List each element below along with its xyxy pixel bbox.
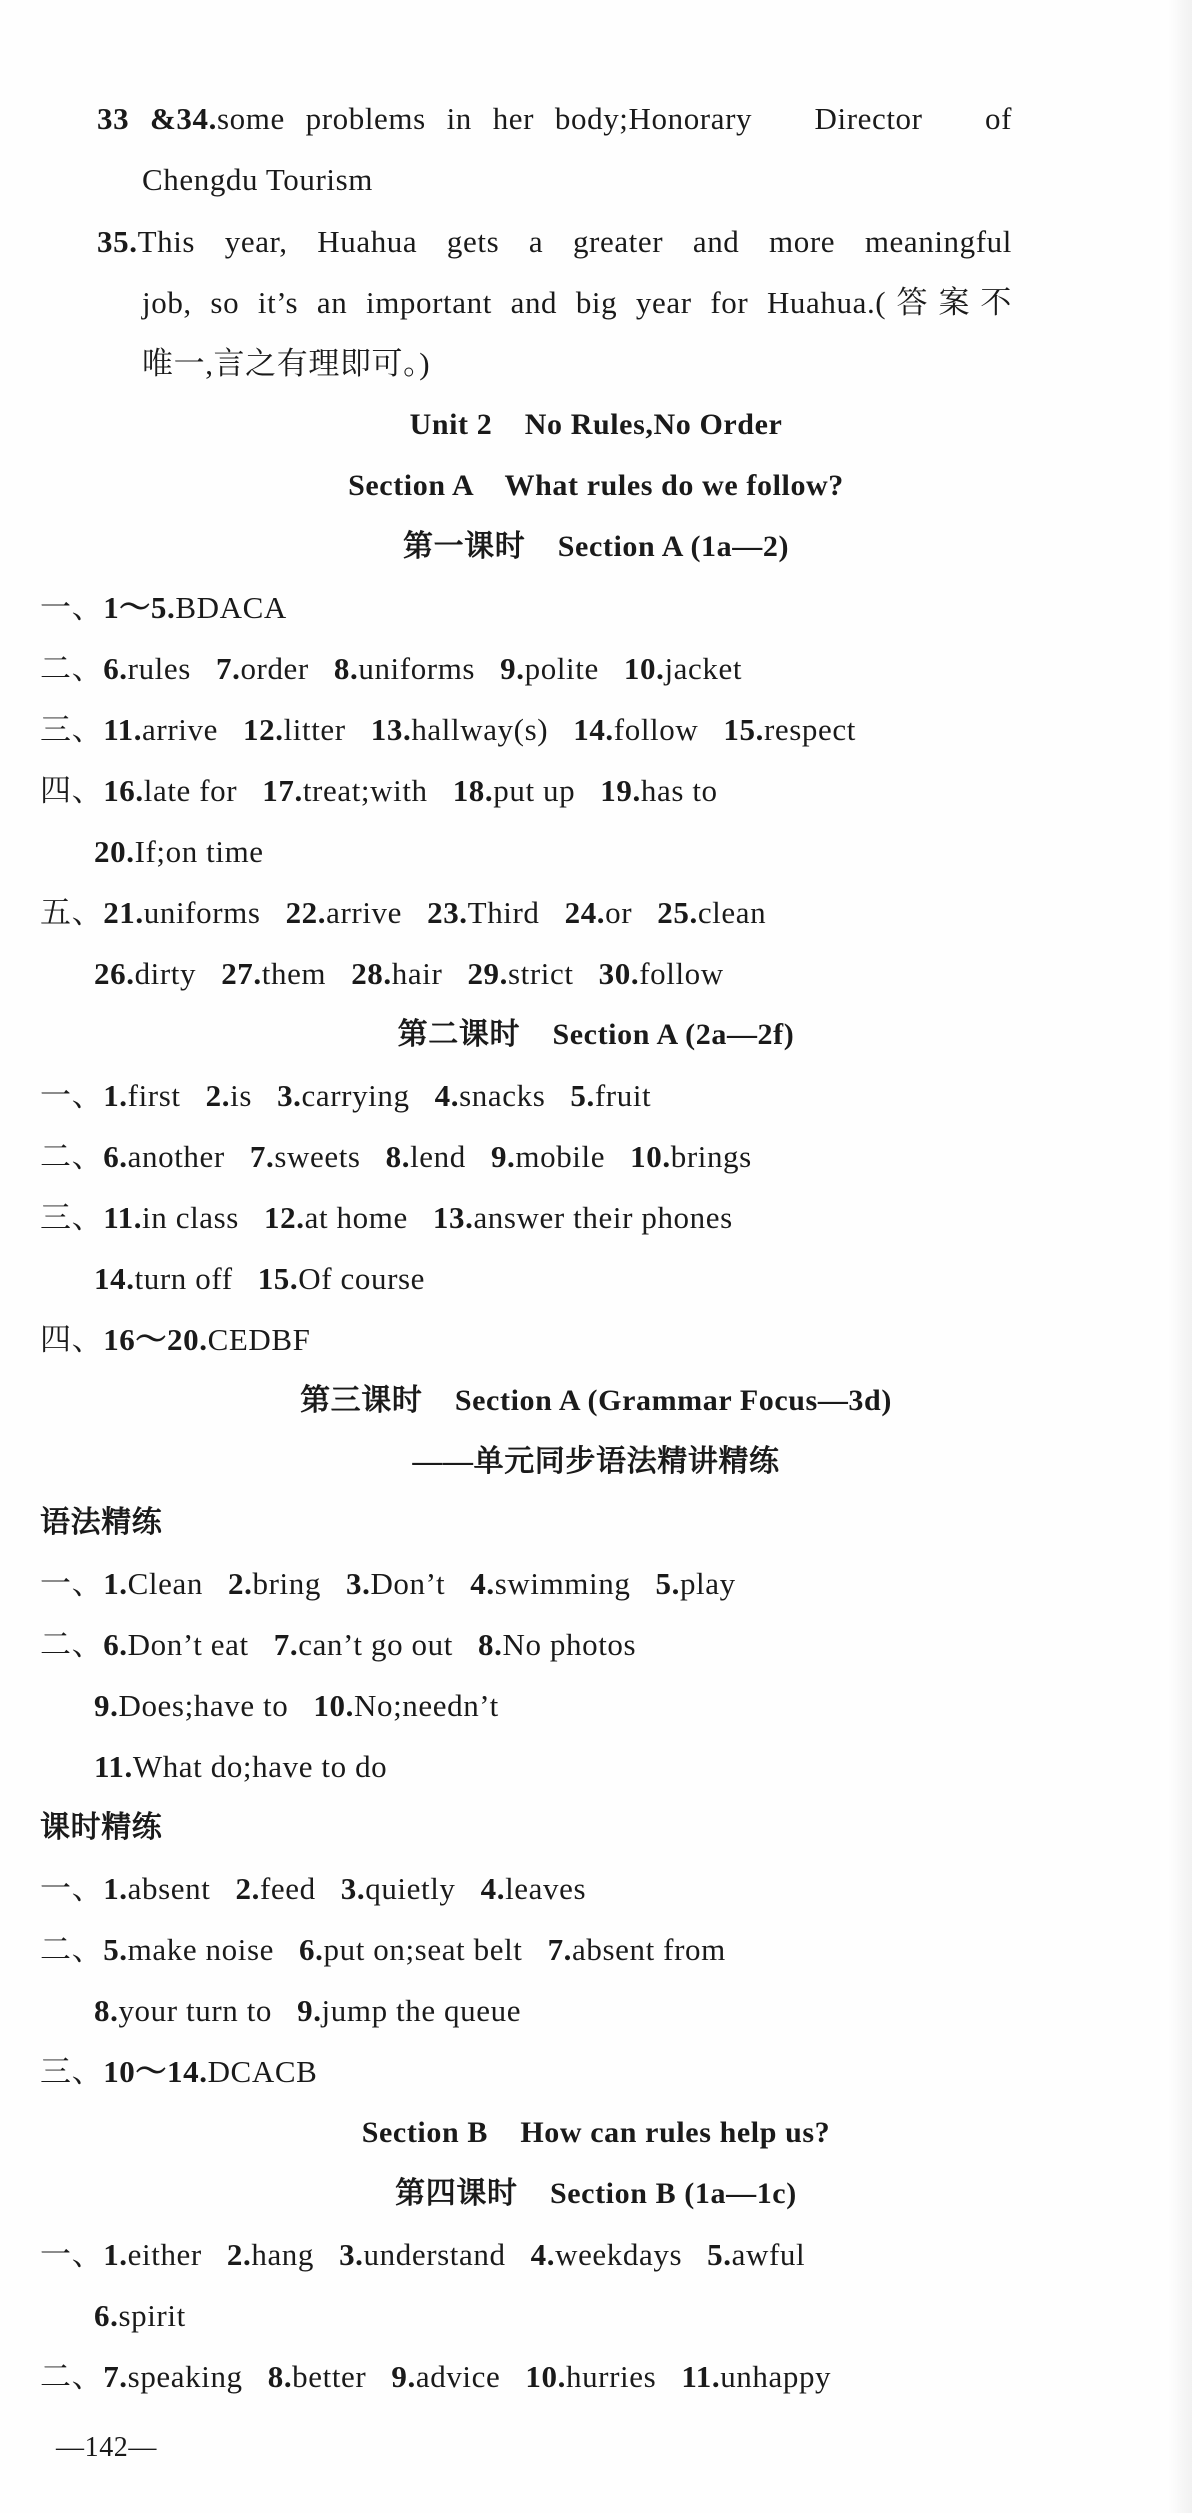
grammar-part2-cont-2: 11.What do;have to do [94,1749,388,1784]
lesson1-part1: 一、1～5.BDACA [40,590,287,625]
lesson-1-title: 第一课时 Section A (1a—2) [402,530,790,563]
lesson2-part3-cont: 14.turn off 15.Of course [94,1261,426,1296]
lesson2-part4: 四、16～20.CEDBF [40,1322,311,1357]
lesson-4-title: 第四课时 Section B (1a—1c) [395,2177,797,2210]
grammar-part2-cont-1: 9.Does;have to 10.No;needn’t [94,1688,499,1723]
grammar-part1: 一、1.Clean 2.bring 3.Don’t 4.swimming 5.play [40,1566,736,1601]
practice-part1: 一、1.absent 2.feed 3.quietly 4.leaves [40,1871,587,1906]
lesson4-part1-cont: 6.spirit [94,2298,186,2333]
lesson-3-subtitle: ——单元同步语法精讲精练 [412,1445,780,1478]
practice-part3: 三、10～14.DCACB [40,2054,318,2089]
lesson-3-title: 第三课时 Section A (Grammar Focus—3d) [300,1384,892,1417]
section-a-title: Section A What rules do we follow? [348,469,844,502]
lesson1-part4: 四、16.late for 17.treat;with 18.put up 19.has to [40,773,718,808]
answer-line-35-cont-2: 唯一,言之有理即可。) [142,346,431,381]
unit-title: Unit 2 No Rules,No Order [409,408,783,441]
section-b-title: Section B How can rules help us? [361,2116,831,2149]
grammar-part2: 二、6.Don’t eat 7.can’t go out 8.No photos [40,1627,637,1662]
lesson-2-title: 第二课时 Section A (2a—2f) [397,1018,795,1051]
answer-line-33-34: 33 &34.some problems in her body;Honorary Director of [97,101,1012,136]
lesson4-part2: 二、7.speaking 8.better 9.advice 10.hurries 11.unhappy [40,2359,832,2394]
answer-line-35-cont-1: job, so it’s an important and big year for Huahua.(答案不 [142,285,1012,320]
practice-part2: 二、5.make noise 6.put on;seat belt 7.absent from [40,1932,726,1967]
answer-line-33-34-cont: Chengdu Tourism [142,162,374,197]
lesson-practice-heading: 课时精练 [40,1811,163,1844]
page-number: —142— [56,2432,157,2463]
lesson2-part1: 一、1.first 2.is 3.carrying 4.snacks 5.fruit [40,1078,652,1113]
lesson1-part2: 二、6.rules 7.order 8.uniforms 9.polite 10.jacket [40,651,743,686]
lesson2-part3: 三、11.in class 12.at home 13.answer their phones [40,1200,733,1235]
lesson1-part5-cont: 26.dirty 27.them 28.hair 29.strict 30.follow [94,956,724,991]
lesson4-part1: 一、1.either 2.hang 3.understand 4.weekdays 5.awful [40,2237,806,2272]
lesson1-part4-cont: 20.If;on time [94,834,264,869]
answer-line-35: 35.This year, Huahua gets a greater and more meaningful [97,224,1012,259]
lesson1-part3: 三、11.arrive 12.litter 13.hallway(s) 14.follow 15.respect [40,712,856,747]
practice-part2-cont: 8.your turn to 9.jump the queue [94,1993,522,2028]
lesson1-part5: 五、21.uniforms 22.arrive 23.Third 24.or 25.clean [40,895,767,930]
grammar-practice-heading: 语法精练 [40,1506,163,1539]
lesson2-part2: 二、6.another 7.sweets 8.lend 9.mobile 10.brings [40,1139,752,1174]
